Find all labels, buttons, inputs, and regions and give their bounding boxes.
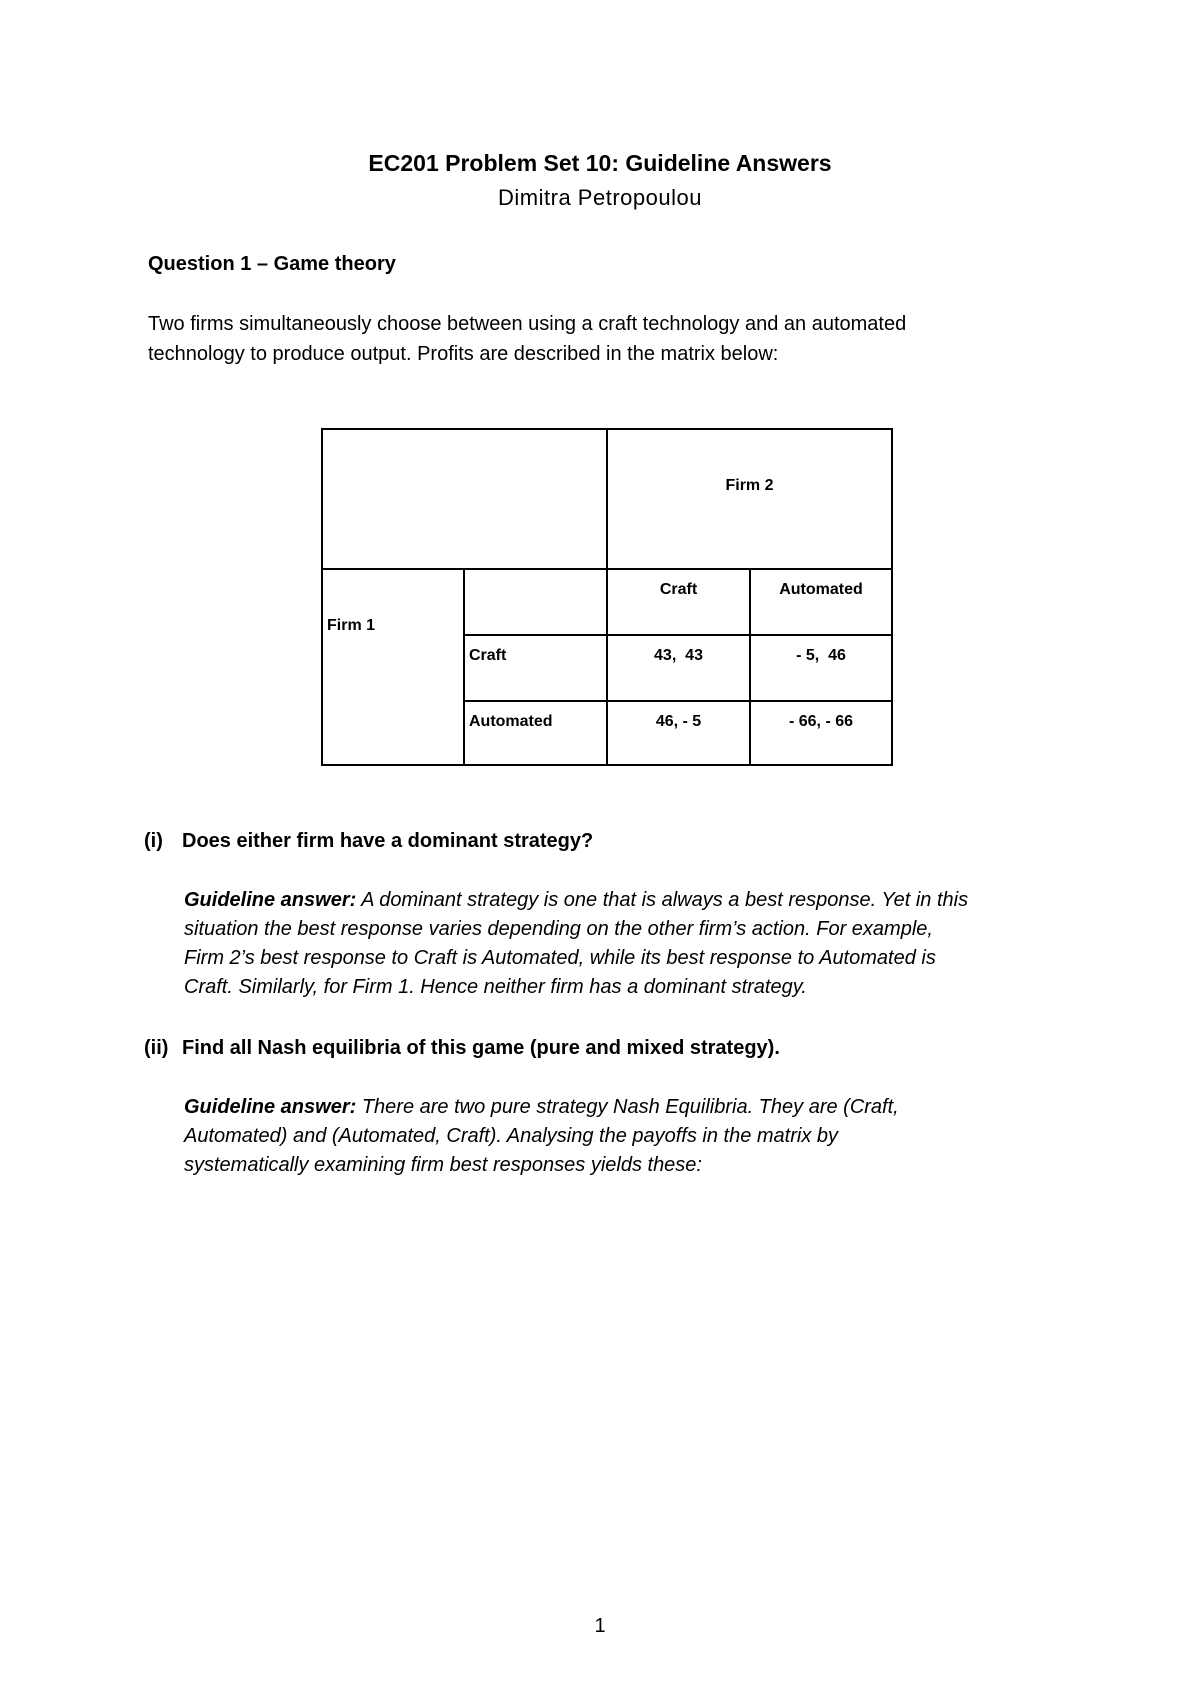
row-strategy-automated: Automated bbox=[469, 713, 553, 730]
answer-lead: Guideline answer: bbox=[184, 1096, 357, 1118]
payoff-matrix bbox=[321, 428, 893, 764]
payoff-cell: - 5, 46 bbox=[796, 647, 846, 664]
column-player-label: Firm 2 bbox=[725, 477, 774, 494]
answer-i bbox=[184, 886, 1064, 1002]
intro-line: technology to produce output. Profits are described in the matrix below: bbox=[148, 343, 779, 365]
question-prompt: Does either firm have a dominant strategy? bbox=[182, 830, 594, 852]
answer-line: Firm 2’s best response to Craft is Automated, while its best response to Automated is bbox=[184, 947, 936, 969]
question-prompt: Find all Nash equilibria of this game (pure and mixed strategy). bbox=[182, 1037, 780, 1059]
answer-ii bbox=[184, 1093, 1064, 1180]
column-strategy-craft: Craft bbox=[659, 581, 698, 598]
question-ii bbox=[144, 1033, 780, 1063]
answer-line: Automated) and (Automated, Craft). Analysing the payoffs in the matrix by bbox=[184, 1125, 839, 1147]
intro-line: Two firms simultaneously choose between using a craft technology and an automated bbox=[148, 313, 907, 335]
row-player-label: Firm 1 bbox=[327, 617, 376, 634]
question-number: (ii) bbox=[144, 1037, 169, 1059]
answer-line: systematically examining firm best responses yields these: bbox=[184, 1154, 702, 1176]
document-author: Dimitra Petropoulou bbox=[498, 185, 702, 210]
payoff-cell: 46, - 5 bbox=[655, 713, 702, 730]
question-number: (i) bbox=[144, 830, 163, 852]
question-heading: Question 1 – Game theory bbox=[148, 253, 396, 275]
table-border bbox=[891, 428, 893, 766]
table-border bbox=[321, 428, 323, 766]
intro-paragraph bbox=[148, 309, 1068, 369]
answer-line: situation the best response varies depending on the other firm’s action. For example, bbox=[184, 918, 933, 940]
table-border bbox=[463, 634, 893, 636]
question-i bbox=[144, 826, 593, 856]
table-border bbox=[463, 700, 893, 702]
answer-lead: Guideline answer: bbox=[184, 889, 357, 911]
answer-line: There are two pure strategy Nash Equilibria. They are (Craft, bbox=[356, 1096, 899, 1118]
table-border bbox=[463, 568, 465, 766]
column-strategy-automated: Automated bbox=[779, 581, 863, 598]
payoff-cell: - 66, - 66 bbox=[788, 713, 854, 730]
document-title: EC201 Problem Set 10: Guideline Answers bbox=[368, 150, 832, 176]
page-number: 1 bbox=[594, 1615, 606, 1637]
row-strategy-craft: Craft bbox=[469, 647, 507, 664]
answer-line: Craft. Similarly, for Firm 1. Hence neither firm has a dominant strategy. bbox=[184, 976, 807, 998]
payoff-cell: 43, 43 bbox=[654, 647, 703, 664]
answer-line: A dominant strategy is one that is always a best response. Yet in this bbox=[356, 889, 969, 911]
